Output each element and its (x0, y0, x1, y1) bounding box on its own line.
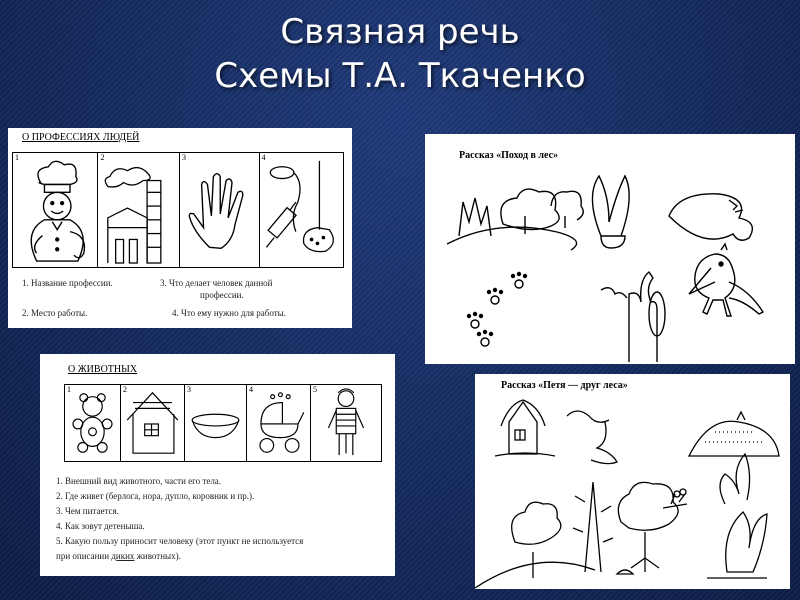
hand-icon (180, 153, 259, 267)
panel-professions (8, 128, 352, 328)
list-item: 2. Где живет (берлога, нора, дупло, коровник и пр.). (56, 491, 255, 501)
slide-title-line1: Связная речь (280, 12, 520, 52)
petya-illustration (475, 392, 790, 589)
panel-title: О ЖИВОТНЫХ (68, 364, 138, 375)
slide-title (0, 10, 800, 98)
cell-number: 3 (187, 385, 191, 394)
pram-icon (247, 385, 310, 461)
list-item: 2. Место работы. (22, 308, 88, 318)
panel-title: О ПРОФЕССИЯХ ЛЮДЕЙ (22, 132, 140, 143)
list-item: 1. Название профессии. (22, 278, 113, 288)
cell-number: 3 (181, 153, 186, 162)
list-item: профессии. (200, 290, 244, 300)
cell-number: 4 (249, 385, 253, 394)
cell-number: 2 (123, 385, 127, 394)
tools-picture (260, 153, 343, 267)
house-picture (121, 385, 185, 461)
cell-number: 2 (100, 153, 105, 162)
cell-number: 5 (313, 385, 317, 394)
panel-title: Рассказ «Петя — друг леса» (501, 380, 628, 391)
house-icon (121, 385, 184, 461)
tools-icon (260, 153, 343, 267)
slide-title-line2: Схемы Т.А. Ткаченко (214, 56, 586, 96)
cell-number: 1 (67, 385, 71, 394)
underlined-word: диких (111, 551, 135, 561)
cook-picture (13, 153, 98, 267)
picture-strip (12, 152, 344, 268)
list-item: 4. Как зовут детеныша. (56, 521, 145, 531)
bowl-picture (185, 385, 247, 461)
list-item: 4. Что ему нужно для работы. (172, 308, 286, 318)
list-item: 1. Внешний вид животного, части его тела. (56, 476, 222, 486)
panel-title: Рассказ «Поход в лес» (459, 150, 559, 161)
list-item: 3. Что делает человек данной (160, 278, 273, 288)
question-list (56, 474, 303, 564)
bowl-icon (185, 385, 246, 461)
cell-number: 4 (261, 153, 266, 162)
panel-animals (40, 354, 395, 576)
cook-icon (13, 153, 97, 267)
hand-picture (180, 153, 260, 267)
pram-picture (247, 385, 311, 461)
list-item: 5. Какую пользу приносит человеку (этот пункт не используется (56, 536, 304, 546)
cell-number: 1 (15, 153, 19, 162)
list-item: 3. Чем питается. (56, 506, 119, 516)
boy-picture (311, 385, 381, 461)
factory-picture (98, 153, 180, 267)
factory-icon (98, 153, 179, 267)
panel-forest-walk (425, 134, 795, 364)
list-item-continuation: при описании диких животных). (56, 551, 181, 561)
forest-walk-illustration (425, 164, 795, 364)
bear-icon (65, 385, 120, 461)
bear-picture (65, 385, 121, 461)
panel-petya (475, 374, 790, 589)
boy-icon (311, 385, 381, 461)
picture-strip (64, 384, 382, 462)
